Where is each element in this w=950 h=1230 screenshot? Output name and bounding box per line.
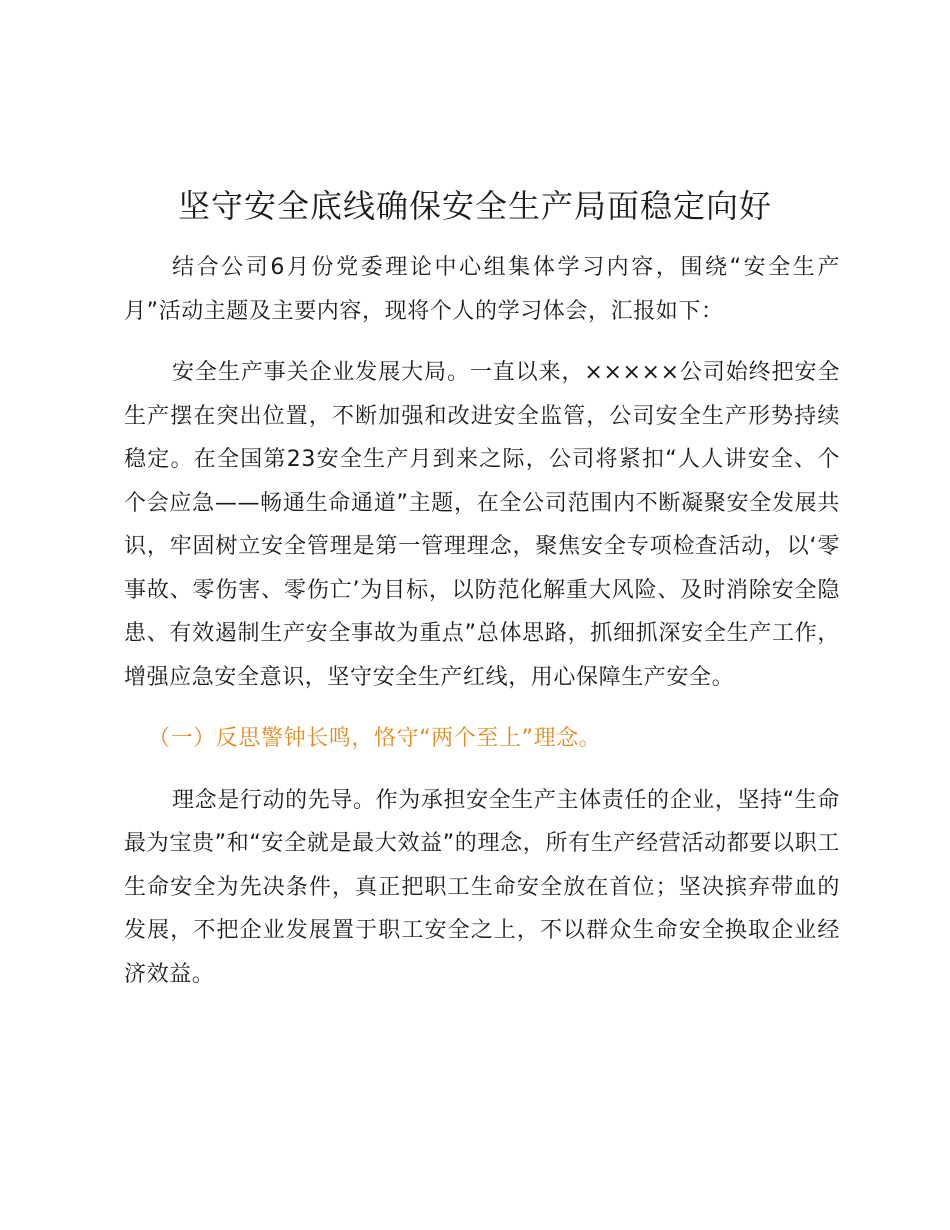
- background-paragraph: 安全生产事关企业发展大局。一直以来，×××××公司始终把安全生产摆在突出位置，不断加强和改进安全监管，公司安全生产形势持续稳定。在全国第23安全生产月到来之际，公司将紧扣“人人讲安全、个个会应急——畅通生命通道”主题，在全公司范围内不断凝聚安全发展共识，牢固树立安全管理是第一管理理念，聚焦安全专项检查活动，以‘零事故、零伤害、零伤亡’为目标，以防范化解重大风险、及时消除安全隐患、有效遏制生产安全事故为重点”总体思路，抓细抓深安全生产工作，增强应急安全意识，坚守安全生产红线，用心保障生产安全。: [124, 360, 840, 690]
- section-heading-1: （一）反思警钟长鸣，恪守“两个至上”理念。: [148, 726, 602, 751]
- intro-paragraph: 结合公司6月份党委理论中心组集体学习内容，围绕“安全生产月”活动主题及主要内容，现将个人的学习体会，汇报如下：: [124, 255, 840, 324]
- section-1-paragraph: 理念是行动的先导。作为承担安全生产主体责任的企业，坚持“生命最为宝贵”和“安全就是最大效益”的理念，所有生产经营活动都要以职工生命安全为先决条件，真正把职工生命安全放在首位；坚决摈弃带血的发展，不把企业发展置于职工安全之上，不以群众生命安全换取企业经济效益。: [124, 787, 840, 987]
- document-body: [124, 246, 840, 996]
- document-title: 坚守安全底线确保安全生产局面稳定向好: [177, 187, 772, 225]
